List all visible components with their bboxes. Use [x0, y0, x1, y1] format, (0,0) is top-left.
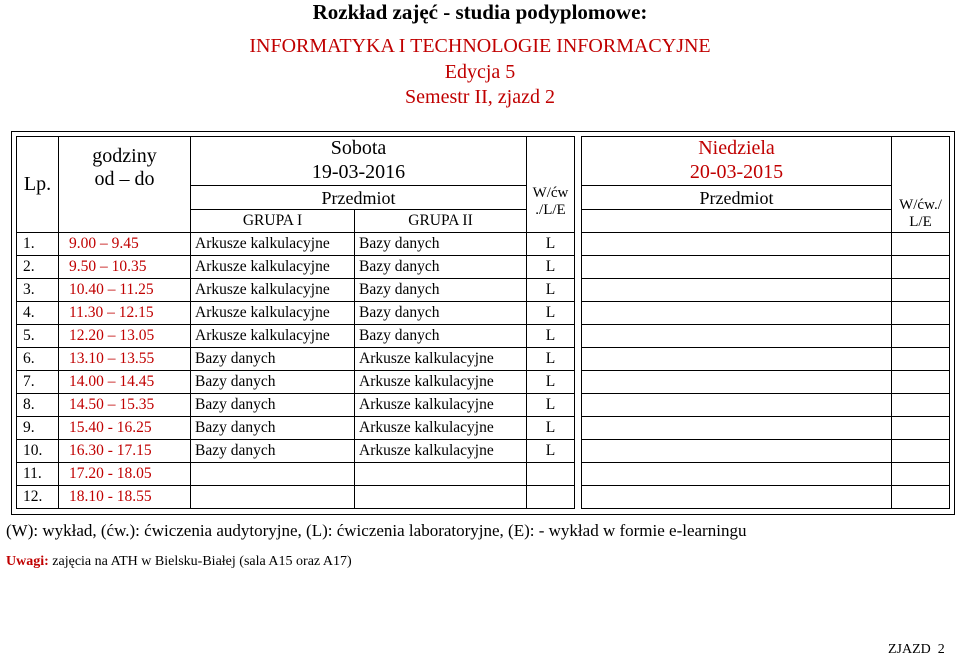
row-sunday-subject: [582, 462, 892, 485]
row-sunday-type: [892, 278, 950, 301]
row-sunday-subject: [582, 439, 892, 462]
row-hours: [59, 370, 191, 393]
row-sunday-subject: [582, 278, 892, 301]
row-type: L: [527, 439, 575, 462]
row-sunday-type: [892, 485, 950, 508]
row-sunday-type: [892, 255, 950, 278]
schedule-table: [16, 136, 950, 509]
notes-text: zajęcia na ATH w Bielsku-Białej (sala A15 oraz A17): [52, 554, 352, 569]
legend-text: (W): wykład, (ćw.): ćwiczenia audytoryjne, (L): ćwiczenia laboratoryjne, (E): - wykład w formie e-learningu: [6, 521, 747, 540]
semester-label: Semestr II, zjazd 2: [405, 86, 555, 108]
sunday-type-header: W/ćw./ L/E: [892, 137, 950, 233]
row-sunday-type: [892, 232, 950, 255]
hours-header: [59, 137, 191, 233]
row-sunday-subject: [582, 301, 892, 324]
sunday-day: Niedziela: [698, 137, 775, 160]
row-group2-subject: Bazy danych: [355, 255, 527, 278]
row-hours: [59, 393, 191, 416]
row-hours-text: 16.30 - 17.15: [69, 441, 152, 459]
table-row: [17, 255, 950, 278]
row-lp: 4.: [17, 301, 59, 324]
row-hours-text: 14.50 – 15.35: [69, 395, 155, 413]
row-type: L: [527, 416, 575, 439]
row-group1-subject: Arkusze kalkulacyjne: [191, 232, 355, 255]
group1-header: GRUPA I: [191, 210, 355, 232]
saturday-day: Sobota: [330, 137, 387, 160]
row-lp: 11.: [17, 462, 59, 485]
row-type: L: [527, 255, 575, 278]
sunday-subject-header: Przedmiot: [582, 185, 892, 209]
row-group1-subject: Bazy danych: [191, 439, 355, 462]
row-lp: 2.: [17, 255, 59, 278]
group2-header: GRUPA II: [355, 210, 527, 232]
row-group1-subject: [191, 485, 355, 508]
row-type: L: [527, 278, 575, 301]
row-hours-text: 9.00 – 9.45: [69, 234, 139, 252]
row-hours: [59, 255, 191, 278]
row-group1-subject: Arkusze kalkulacyjne: [191, 301, 355, 324]
table-row: [17, 301, 950, 324]
row-group1-subject: Arkusze kalkulacyjne: [191, 324, 355, 347]
lp-header: Lp.: [17, 137, 59, 233]
row-type: [527, 485, 575, 508]
row-hours: [59, 347, 191, 370]
row-hours-text: 14.00 – 14.45: [69, 372, 155, 390]
row-hours: [59, 439, 191, 462]
row-hours-text: 18.10 - 18.55: [69, 487, 152, 505]
row-group2-subject: [355, 462, 527, 485]
row-group1-subject: [191, 462, 355, 485]
program-title: INFORMATYKA I TECHNOLOGIE INFORMACYJNE: [249, 35, 711, 57]
edition-label: Edycja 5: [444, 61, 516, 83]
row-hours-text: 12.20 – 13.05: [69, 326, 155, 344]
row-sunday-subject: [582, 416, 892, 439]
row-sunday-subject: [582, 370, 892, 393]
row-sunday-subject: [582, 232, 892, 255]
saturday-subject-header: Przedmiot: [191, 185, 527, 209]
row-type: L: [527, 232, 575, 255]
row-lp: 7.: [17, 370, 59, 393]
saturday-date: 19-03-2016: [311, 160, 406, 183]
row-group2-subject: Bazy danych: [355, 232, 527, 255]
row-group1-subject: Bazy danych: [191, 416, 355, 439]
row-type: L: [527, 393, 575, 416]
row-sunday-type: [892, 393, 950, 416]
row-hours: [59, 416, 191, 439]
hours-header-line2: od – do: [94, 168, 155, 190]
row-type: L: [527, 324, 575, 347]
row-group1-subject: Arkusze kalkulacyjne: [191, 255, 355, 278]
row-sunday-type: [892, 347, 950, 370]
row-lp: 12.: [17, 485, 59, 508]
saturday-header: [191, 137, 527, 186]
row-lp: 6.: [17, 347, 59, 370]
row-group2-subject: [355, 485, 527, 508]
row-hours: [59, 278, 191, 301]
row-lp: 3.: [17, 278, 59, 301]
footer-number: 2: [937, 642, 945, 657]
row-hours: [59, 232, 191, 255]
row-sunday-subject: [582, 485, 892, 508]
sunday-blank-header: [582, 210, 892, 232]
row-sunday-subject: [582, 255, 892, 278]
row-hours-text: 13.10 – 13.55: [69, 349, 155, 367]
row-hours-text: 17.20 - 18.05: [69, 464, 152, 482]
saturday-type-header: W/ćw ./L/E: [527, 137, 575, 233]
row-group1-subject: Arkusze kalkulacyjne: [191, 278, 355, 301]
row-hours-text: 9.50 – 10.35: [69, 257, 147, 275]
footer-label: ZJAZD: [888, 642, 931, 657]
row-sunday-type: [892, 439, 950, 462]
row-group2-subject: Arkusze kalkulacyjne: [355, 370, 527, 393]
table-row: [17, 485, 950, 508]
row-hours-text: 10.40 – 11.25: [69, 280, 154, 298]
row-sunday-subject: [582, 347, 892, 370]
table-row: [17, 393, 950, 416]
footer-zjazd: [888, 642, 945, 658]
row-group1-subject: Bazy danych: [191, 393, 355, 416]
row-hours: [59, 462, 191, 485]
table-row: [17, 416, 950, 439]
row-hours: [59, 301, 191, 324]
row-lp: 5.: [17, 324, 59, 347]
hours-header-line1: godziny: [92, 145, 157, 167]
row-group1-subject: Bazy danych: [191, 347, 355, 370]
day-separator: [575, 137, 582, 509]
row-type: [527, 462, 575, 485]
row-lp: 1.: [17, 232, 59, 255]
row-lp: 8.: [17, 393, 59, 416]
row-group2-subject: Arkusze kalkulacyjne: [355, 347, 527, 370]
row-group2-subject: Bazy danych: [355, 278, 527, 301]
table-row: [17, 439, 950, 462]
sunday-header: [582, 137, 892, 186]
row-lp: 9.: [17, 416, 59, 439]
table-row: [17, 462, 950, 485]
row-type: L: [527, 347, 575, 370]
table-row: [17, 347, 950, 370]
table-row: [17, 232, 950, 255]
row-group1-subject: Bazy danych: [191, 370, 355, 393]
row-sunday-type: [892, 370, 950, 393]
row-lp: 10.: [17, 439, 59, 462]
row-group2-subject: Arkusze kalkulacyjne: [355, 439, 527, 462]
row-type: L: [527, 370, 575, 393]
table-row: [17, 324, 950, 347]
row-sunday-subject: [582, 393, 892, 416]
row-sunday-type: [892, 324, 950, 347]
row-hours: [59, 324, 191, 347]
row-sunday-type: [892, 301, 950, 324]
row-group2-subject: Bazy danych: [355, 301, 527, 324]
sunday-date: 20-03-2015: [689, 160, 784, 183]
table-row: [17, 278, 950, 301]
row-sunday-subject: [582, 324, 892, 347]
notes: [6, 554, 352, 570]
row-group2-subject: Arkusze kalkulacyjne: [355, 416, 527, 439]
row-type: L: [527, 301, 575, 324]
row-sunday-type: [892, 462, 950, 485]
row-hours-text: 11.30 – 12.15: [69, 303, 154, 321]
row-group2-subject: Bazy danych: [355, 324, 527, 347]
page-title: Rozkład zajęć - studia podyplomowe:: [312, 0, 648, 24]
notes-label: Uwagi:: [6, 554, 49, 569]
table-row: [17, 370, 950, 393]
row-hours-text: 15.40 - 16.25: [69, 418, 152, 436]
row-sunday-type: [892, 416, 950, 439]
row-hours: [59, 485, 191, 508]
row-group2-subject: Arkusze kalkulacyjne: [355, 393, 527, 416]
